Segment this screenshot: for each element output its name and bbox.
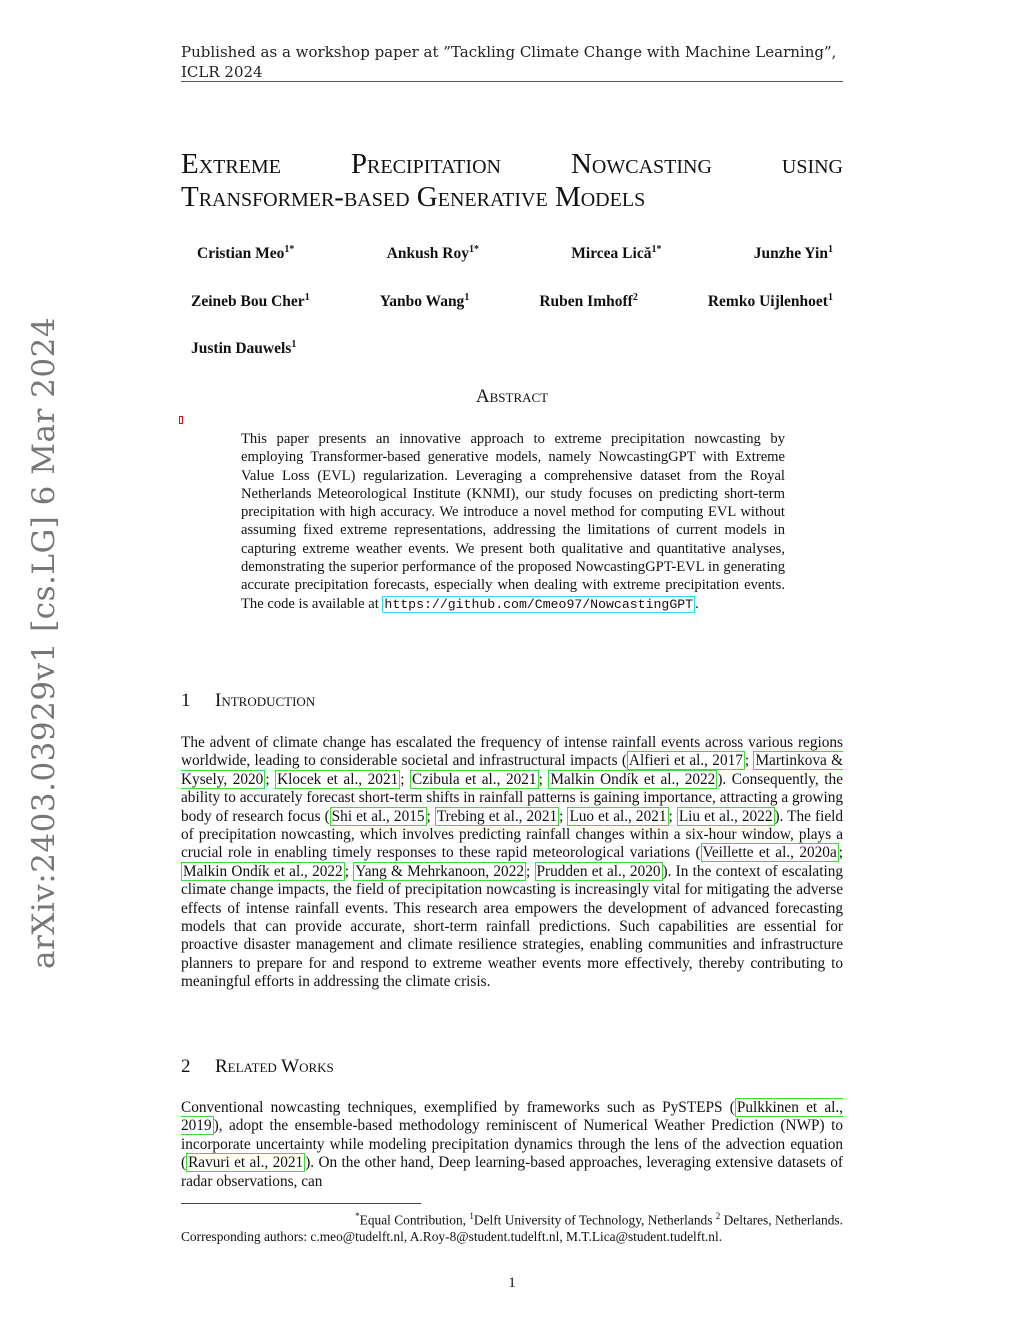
author: Yanbo Wang$^1$	[379, 292, 470, 311]
citation-link[interactable]: Veillette et al., 2020a	[702, 844, 837, 862]
citation-link[interactable]: Malkin Ondík et al., 2022	[183, 862, 343, 880]
author: Mircea Lică$^{1*}$	[571, 244, 662, 263]
citation-link[interactable]: Liu et al., 2022	[678, 807, 773, 825]
introduction-paragraph: The advent of climate change has escalated the frequency of intense rainfall events across various regions worldwide, leading to considerable societal and infrastructural impacts ( Alfieri et al., 2017 ; Martinkova & Kysely, 2020 ; Klocek et al., 2021 ; Czibula et al., 2021 ; Malkin Ondík et al., 2022 ). Consequently, the ability to accurately forecast short-term shifts in rainfall patterns is gaining importance, attracting a growing body of research focus ( Shi et al., 2015 ; Trebing et al., 2021 ; Luo et al., 2021 ; Liu et al., 2022 ). The field of precipitation nowcasting, which involves predicting rainfall changes within a six-hour window, plays a crucial role in enabling timely responses to these rapid meteorological variations ( Veillette et al., 2020a ; Malkin Ondík et al., 2022 ; Yang & Mehrkanoon, 2022 ; Prudden et al., 2020 ). In the context of escalating climate change impacts, the field of precipitation nowcasting is increasingly vital for mitigating the adverse effects of intense rainfall events. This research area empowers the development of advanced forecasting models that can provide accurate, short-term rainfall predictions. Such capabilities are essential for proactive disaster management and climate resilience strategies, enabling communities and infrastructure planners to prepare for and respond to extreme weather events more effectively, thereby contributing to meaningful efforts in addressing the climate crisis.	[181, 734, 844, 991]
running-header	[181, 42, 843, 82]
citation-link[interactable]: Luo et al., 2021	[569, 807, 667, 825]
citation-link[interactable]: Ravuri et al., 2021	[188, 1154, 304, 1172]
title-line-1: Extreme Precipitation Nowcasting using	[181, 148, 843, 180]
author: Junzhe Yin$^1$	[753, 244, 833, 263]
title-line-2: Transformer-based Generative Models	[181, 181, 646, 213]
citation-link[interactable]: Czibula et al., 2021	[412, 770, 537, 788]
paper-title	[181, 148, 843, 214]
citation-link[interactable]: Klocek et al., 2021	[277, 770, 399, 788]
author: Justin Dauwels$^1$	[191, 339, 297, 358]
author: Remko Uijlenhoet$^1$	[707, 292, 833, 311]
header-line-1: Published as a workshop paper at ”Tackling Climate Change with Machine Learning”,	[181, 43, 837, 61]
author: Ankush Roy$^{1*}$	[386, 244, 479, 263]
page-number: 1	[508, 1275, 516, 1291]
abstract-text: This paper presents an innovative approach to extreme precipitation nowcasting by employing Transformer-based generative models, namely NowcastingGPT with Extreme Value Loss (EVL) regularization. Leveraging a comprehensive dataset from the Royal Netherlands Meteorological Institute (KNMI), our study focuses on predicting short-term precipitation with high accuracy. We introduce a novel method for computing EVL without assuming fixed extreme representations, addressing the limitations of current models in capturing extreme weather events. We present both qualitative and quantitative analyses, demonstrating the superior performance of the proposed NowcastingGPT-EVL in generating accurate precipitation forecasts, especially when dealing with extreme precipitation events. The code is available at https://github.com/Cmeo97/NowcastingGPT .	[241, 431, 785, 612]
code-link[interactable]: https://github.com/Cmeo97/NowcastingGPT	[384, 596, 694, 612]
annotation-marker	[179, 416, 183, 424]
citation-link[interactable]: Trebing et al., 2021	[436, 807, 558, 825]
author-row-1	[181, 244, 843, 263]
citation-link[interactable]: Alfieri et al., 2017	[628, 752, 743, 770]
footnote	[181, 1208, 861, 1245]
citation-link[interactable]: Martinkova & Kysely, 2020	[181, 752, 843, 788]
author: Cristian Meo$^{1*}$	[197, 244, 295, 263]
citation-link[interactable]: Prudden et al., 2020	[536, 862, 661, 880]
author-row-3	[181, 339, 843, 358]
abstract-heading: Abstract	[475, 386, 549, 407]
citation-link[interactable]: Malkin Ondík et al., 2022	[550, 770, 716, 788]
footnote-line-2: Corresponding authors: c.meo@tudelft.nl, A.Roy-8@student.tudelft.nl, M.T.Lica@student.tudelft.nl.	[181, 1229, 723, 1245]
arxiv-id: arXiv:2403.03929v1 [cs.LG] 6 Mar 2024	[26, 316, 62, 970]
header-rule	[181, 81, 843, 82]
citation-link[interactable]: Shi et al., 2015	[331, 807, 425, 825]
footnote-line-1: *Equal Contribution, $^1$Delft University of Technology, Netherlands $^2$ Deltares, Netherlands.	[355, 1211, 843, 1228]
section-heading-related-works: 2 Related Works	[181, 1056, 334, 1077]
author-row-2	[181, 292, 843, 311]
related-works-paragraph: Conventional nowcasting techniques, exemplified by frameworks such as PySTEPS ( Pulkkinen et al., 2019 ), adopt the ensemble-based methodology reminiscent of Numerical Weather Prediction (NWP) to incorporate uncertainty while modeling precipitation dynamics through the lens of the advection equation ( Ravuri et al., 2021 ). On the other hand, Deep learning-based approaches, leveraging extensive datasets of radar observations, can	[181, 1099, 844, 1190]
author: Zeineb Bou Cher$^1$	[191, 292, 310, 311]
header-line-2: ICLR 2024	[181, 63, 263, 81]
author: Ruben Imhoff$^2$	[539, 292, 638, 311]
citation-link[interactable]: Yang & Mehrkanoon, 2022	[355, 862, 524, 880]
citation-link[interactable]: Pulkkinen et al., 2019	[181, 1099, 844, 1135]
footnote-rule	[181, 1203, 421, 1204]
section-heading-introduction: 1 Introduction	[181, 690, 316, 711]
